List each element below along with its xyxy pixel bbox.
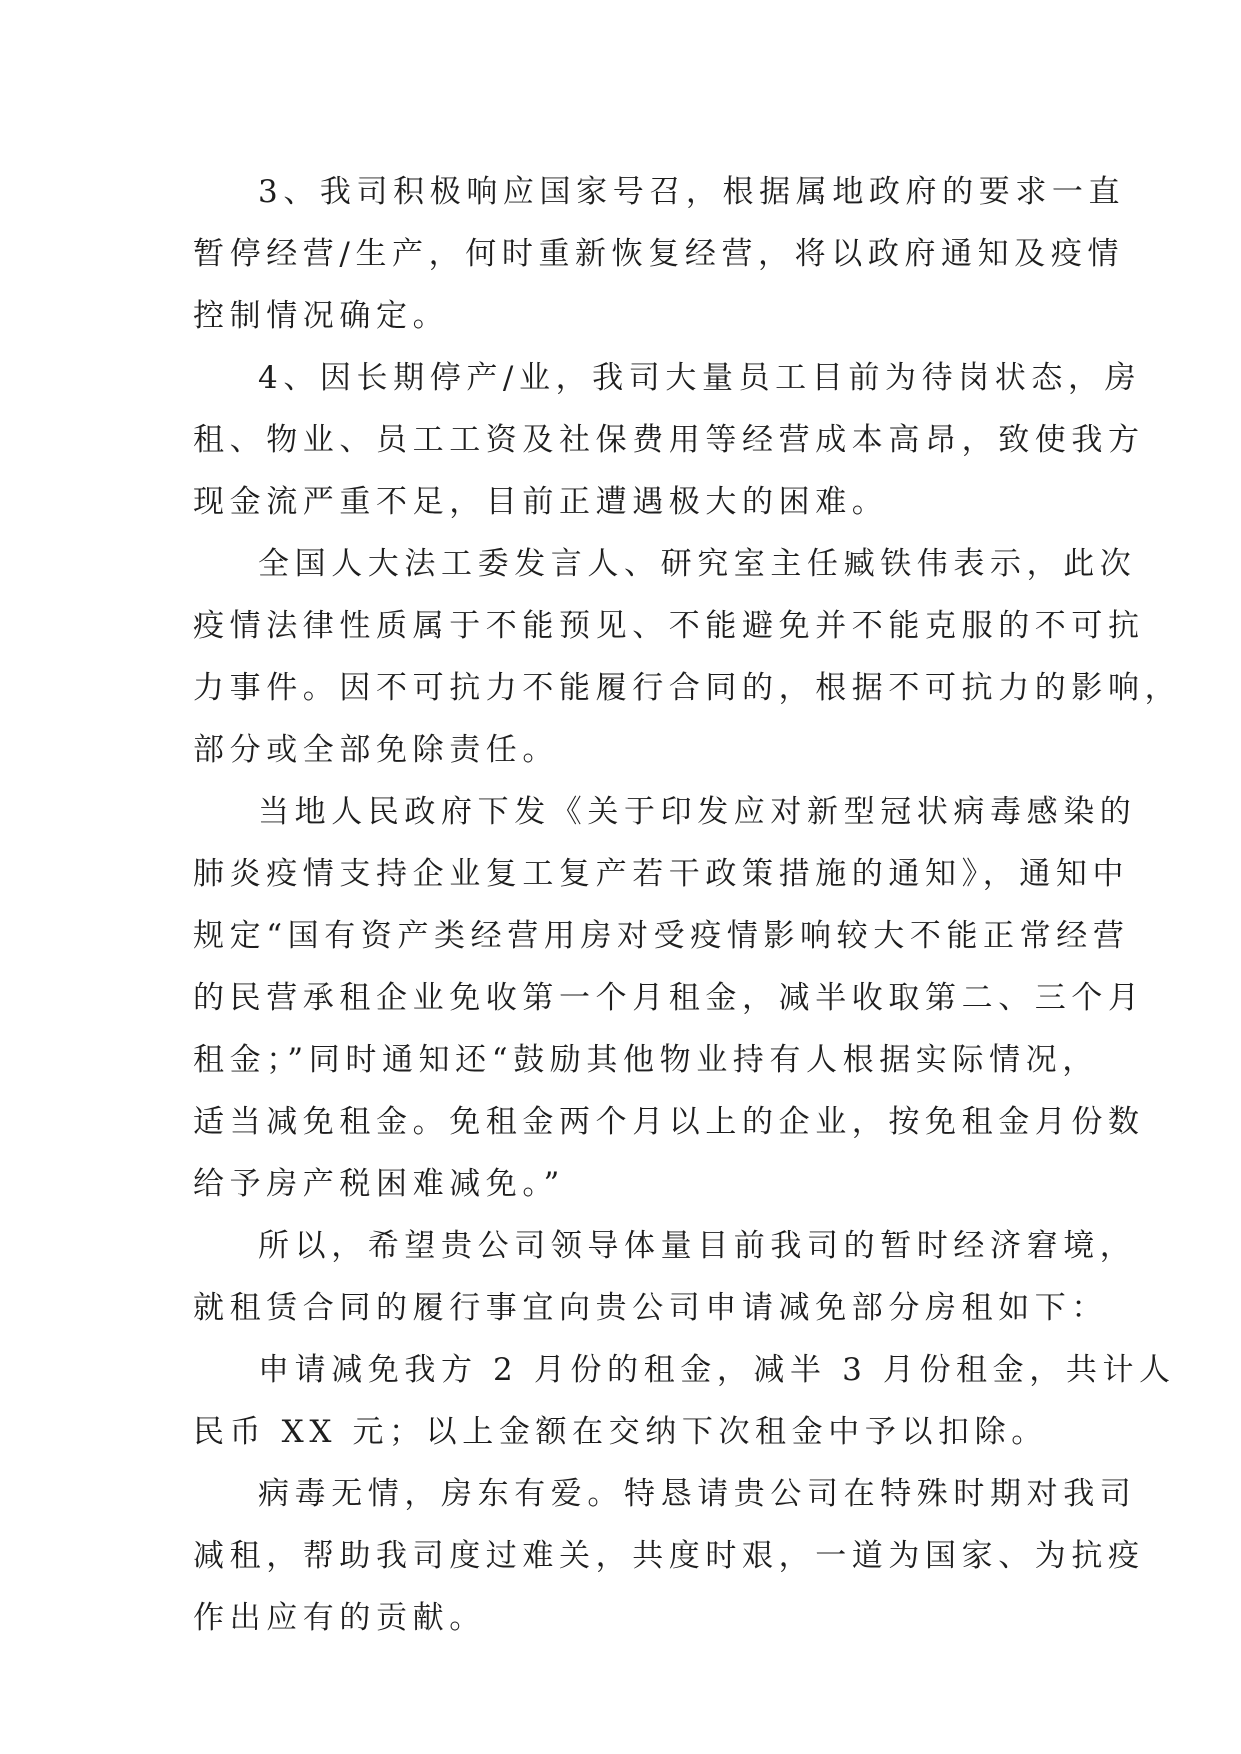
paragraph-force-majeure (193, 533, 1182, 781)
paragraph-line: 现金流严重不足，目前正遭遇极大的困难。 (193, 484, 889, 520)
paragraph-line: 病毒无情，房东有爱。特恳请贵公司在特殊时期对我司 (258, 1476, 1137, 1512)
paragraph-request-detail (193, 1339, 1176, 1463)
paragraph-item-4 (193, 347, 1145, 533)
paragraph-line: 肺炎疫情支持企业复工复产若干政策措施的通知》，通知中 (193, 856, 1130, 892)
paragraph-item-3 (193, 161, 1126, 347)
paragraph-request-intro (193, 1215, 1137, 1339)
paragraph-line: 适当减免租金。免租金两个月以上的企业，按免租金月份数 (193, 1104, 1145, 1140)
paragraph-line: 力事件。因不可抗力不能履行合同的，根据不可抗力的影响， (193, 670, 1182, 706)
paragraph-line: 部分或全部免除责任。 (193, 732, 559, 768)
paragraph-line: 租、物业、员工工资及社保费用等经营成本高昂，致使我方 (193, 422, 1145, 458)
paragraph-line: 控制情况确定。 (193, 298, 450, 334)
paragraph-line: 给予房产税困难减免。” (193, 1166, 565, 1202)
paragraph-line: 减租，帮助我司度过难关，共度时艰，一道为国家、为抗疫 (193, 1538, 1145, 1574)
paragraph-line: 租金；”同时通知还“鼓励其他物业持有人根据实际情况， (193, 1042, 1099, 1078)
paragraph-line: 疫情法律性质属于不能预见、不能避免并不能克服的不可抗 (193, 608, 1145, 644)
paragraph-line: 所以，希望贵公司领导体量目前我司的暂时经济窘境， (258, 1228, 1137, 1264)
paragraph-line: 暂停经营/生产，何时重新恢复经营，将以政府通知及疫情 (193, 236, 1125, 272)
paragraph-line: 当地人民政府下发《关于印发应对新型冠状病毒感染的 (258, 794, 1137, 830)
paragraph-line: 全国人大法工委发言人、研究室主任臧铁伟表示，此次 (258, 546, 1137, 582)
paragraph-line: 申请减免我方 2 月份的租金，减半 3 月份租金，共计人 (258, 1352, 1176, 1388)
paragraph-closing (193, 1463, 1145, 1649)
paragraph-line: 的民营承租企业免收第一个月租金，减半收取第二、三个月 (193, 980, 1145, 1016)
paragraph-line: 民币 XX 元；以上金额在交纳下次租金中予以扣除。 (193, 1414, 1048, 1450)
paragraph-line: 就租赁合同的履行事宜向贵公司申请减免部分房租如下： (193, 1290, 1108, 1326)
paragraph-line: 4、因长期停产/业，我司大量员工目前为待岗状态，房 (258, 360, 1142, 396)
document-body (193, 161, 1182, 1649)
paragraph-line: 规定“国有资产类经营用房对受疫情影响较大不能正常经营 (193, 918, 1130, 954)
paragraph-government-notice (193, 781, 1145, 1215)
paragraph-line: 3、我司积极响应国家号召，根据属地政府的要求一直 (258, 174, 1126, 210)
paragraph-line: 作出应有的贡献。 (193, 1600, 486, 1636)
